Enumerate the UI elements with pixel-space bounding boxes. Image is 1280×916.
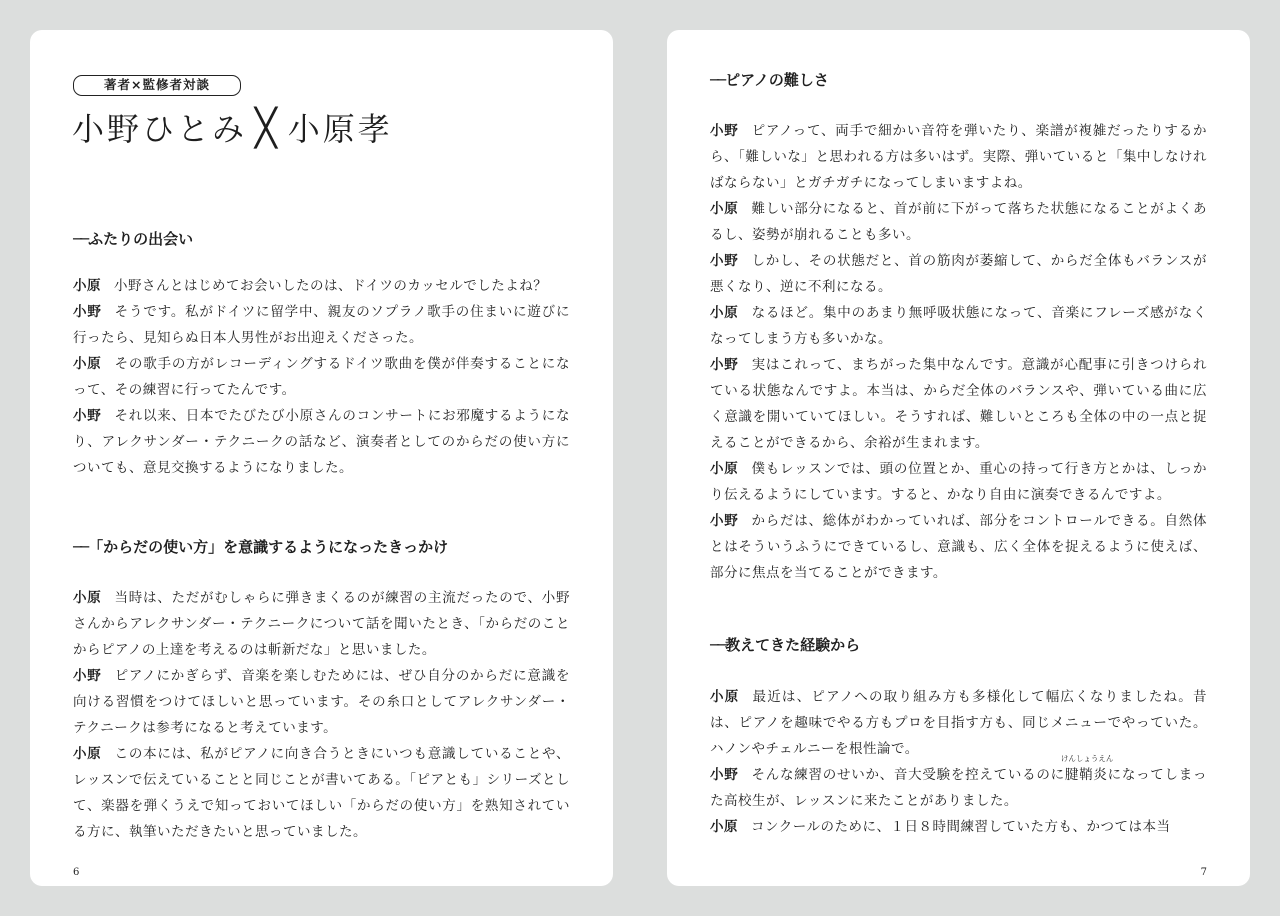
dialogue-paragraph (710, 248, 1207, 300)
dialogue-text: になってしまった高校生が、レッスンに来たことがありました。 (710, 767, 1208, 809)
dialogue-text: この本には、私がピアノに向き合うときにいつも意識していることや、レッスンで伝えていることと同じことが書いてある。「ピアとも」シリーズとして、楽器を弾くうえで知っておいてほしい「からだの使い方」を熟知されている方に、執筆いただきたいと思っていました。 (73, 746, 571, 840)
dialogue-paragraph (710, 508, 1207, 586)
speaker-label: 小野 (710, 357, 739, 373)
dialogue-text: ピアノにかぎらず、音楽を楽しむためには、ぜひ自分のからだに意識を向ける習慣をつけてほしいと思っています。その糸口としてアレクサンダー・テクニークは参考になると考えています。 (73, 668, 571, 736)
dialogue-paragraph (73, 299, 570, 351)
dialogue-text: 難しい部分になると、首が前に下がって落ちた状態になることがよくあるし、姿勢が崩れることも多い。 (710, 201, 1208, 243)
cross-mark: ╳ (255, 108, 280, 149)
left-page (30, 30, 613, 886)
dialogue-text: 僕もレッスンでは、頭の位置とか、重心の持って行き方とかは、しっかり伝えるようにしています。すると、かなり自由に演奏できるんですよ。 (710, 461, 1207, 503)
section-body-meeting (73, 273, 570, 481)
section-heading-difficulty: ── ピアノの難しさ (710, 69, 1207, 91)
dialogue-text: その歌手の方がレコーディングするドイツ歌曲を僕が伴奏することになって、その練習に行ってたんです。 (73, 356, 570, 398)
page-number: 7 (1200, 867, 1207, 878)
dialogue-text: なるほど。集中のあまり無呼吸状態になって、音楽にフレーズ感がなくなってしまう方も多いかな。 (710, 305, 1208, 347)
dialogue-paragraph (710, 118, 1207, 196)
ruby-word (1060, 754, 1114, 783)
dialogue-text: ピアノって、両手で細かい音符を弾いたり、楽譜が複雑だったりするから、「難しいな」と思われる方は多いはず。実際、弾いていると「集中しなければならない」とガチガチになってしまいますよね。 (710, 123, 1208, 191)
speaker-label: 小野 (710, 513, 739, 529)
speaker-label: 小原 (710, 819, 738, 835)
dialogue-paragraph (710, 754, 1208, 814)
dialogue-paragraph (710, 352, 1207, 456)
section-heading-meeting: ── ふたりの出会い (73, 228, 570, 250)
page-number: 6 (73, 867, 80, 878)
speaker-label: 小原 (710, 201, 739, 217)
dialogue-text: 当時は、ただがむしゃらに弾きまくるのが練習の主流だったので、小野さんからアレクサンダー・テクニークについて話を聞いたとき、「からだのことからピアノの上達を考えるのは斬新だな」と思いました。 (73, 590, 571, 658)
section-body-teaching (710, 684, 1207, 840)
ruby-reading: けんしょうえん (1060, 754, 1114, 763)
page-title (72, 106, 393, 152)
speaker-label: 小原 (73, 746, 102, 762)
dialogue-tag: 著者×監修者対談 (73, 75, 241, 96)
dialogue-text: しかし、その状態だと、首の筋肉が萎縮して、からだ全体もバランスが悪くなり、逆に不利になる。 (710, 253, 1208, 295)
dialogue-paragraph (73, 351, 570, 403)
section-body-body-use (73, 585, 570, 845)
speaker-label: 小原 (73, 356, 102, 372)
dialogue-paragraph (710, 684, 1207, 762)
speaker-label: 小原 (710, 689, 740, 705)
dialogue-paragraph (710, 196, 1207, 248)
dialogue-paragraph (73, 741, 570, 845)
speaker-label: 小野 (710, 767, 739, 783)
speaker-label: 小原 (710, 305, 739, 321)
dialogue-paragraph (73, 663, 570, 741)
speaker-label: 小野 (73, 304, 102, 320)
supervisor-name: 小原孝 (287, 110, 393, 148)
dialogue-text: そんな練習のせいか、音大受験を控えているのに (751, 767, 1065, 783)
dialogue-text: コンクールのために、１日８時間練習していた方も、かつては本当 (751, 819, 1171, 835)
section-body-difficulty (710, 118, 1207, 586)
speaker-label: 小原 (73, 590, 102, 606)
speaker-label: 小原 (710, 461, 739, 477)
dialogue-paragraph (73, 273, 570, 299)
right-page (667, 30, 1250, 886)
dialogue-text: 小野さんとはじめてお会いしたのは、ドイツのカッセルでしたよね？ (114, 278, 548, 294)
ruby-base: 腱鞘炎 (1064, 767, 1108, 783)
dialogue-text: 最近は、ピアノへの取り組み方も多様化して幅広くなりましたね。昔は、ピアノを趣味でやる方もプロを目指す方も、同じメニューでやっていた。ハノンやチェルニーを根性論で。 (710, 689, 1208, 757)
dialogue-paragraph (73, 585, 570, 663)
dialogue-paragraph (710, 814, 1207, 840)
dialogue-paragraph (710, 300, 1207, 352)
author-name: 小野ひとみ (72, 110, 248, 148)
section-heading-body-use: ── 「からだの使い方」を意識するようになったきっかけ (73, 536, 570, 558)
speaker-label: 小野 (73, 668, 102, 684)
speaker-label: 小野 (73, 408, 102, 424)
dialogue-text: それ以来、日本でたびたび小原さんのコンサートにお邪魔するようになり、アレクサンダー・テクニークの話など、演奏者としてのからだの使い方についても、意見交換するようになりました。 (73, 408, 571, 476)
dialogue-paragraph (710, 456, 1207, 508)
dialogue-text: からだは、総体がわかっていれば、部分をコントロールできる。自然体とはそういうふうにできているし、意識も、広く全体を捉えるように使えば、部分に焦点を当てることができます。 (710, 513, 1208, 581)
dialogue-text: 実はこれって、まちがった集中なんです。意識が心配事に引きつけられている状態なんですよ。本当は、からだ全体のバランスや、弾いている曲に広く意識を開いていてほしい。そうすれば、難しいところも全体の中の一点と捉えることができるから、余裕が生まれます。 (710, 357, 1208, 451)
speaker-label: 小野 (710, 123, 739, 139)
dialogue-paragraph (73, 403, 570, 481)
dialogue-text: そうです。私がドイツに留学中、親友のソプラノ歌手の住まいに遊びに行ったら、見知らぬ日本人男性がお出迎えくださった。 (73, 304, 570, 346)
speaker-label: 小野 (710, 253, 739, 269)
section-heading-teaching: ── 教えてきた経験から (710, 634, 1207, 656)
speaker-label: 小原 (73, 278, 101, 294)
